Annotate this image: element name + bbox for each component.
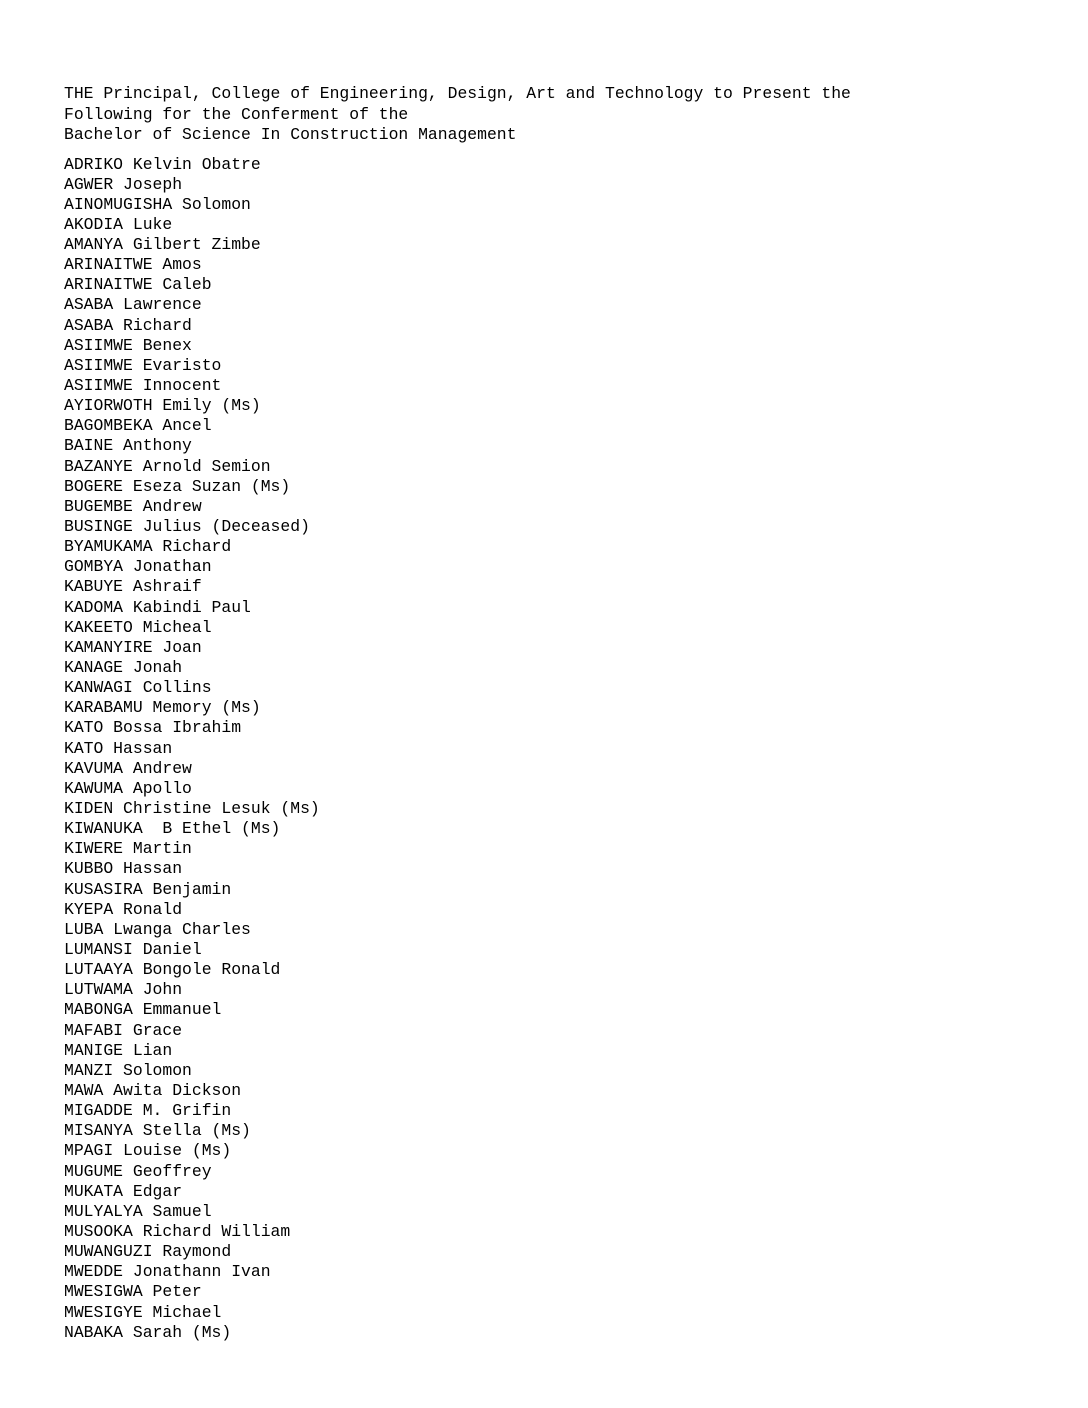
graduate-name: KANAGE Jonah	[64, 658, 183, 678]
graduate-name: MANZI Solomon	[64, 1060, 192, 1080]
graduate-name: KARABAMU Memory (Ms)	[64, 698, 261, 718]
graduate-name: AINOMUGISHA Solomon	[64, 194, 251, 214]
graduate-name: BAGOMBEKA Ancel	[64, 416, 212, 436]
graduate-name: MISANYA Stella (Ms)	[64, 1121, 251, 1141]
graduate-name: BUSINGE Julius (Deceased)	[64, 517, 310, 537]
header-line-3: Bachelor of Science In Construction Management	[64, 125, 517, 144]
graduate-name: MAFABI Grace	[64, 1020, 183, 1040]
graduate-name: MWESIGWA Peter	[64, 1282, 202, 1302]
graduate-name: KIWANUKA B Ethel (Ms)	[64, 819, 281, 839]
graduate-name: MWEDDE Jonathann Ivan	[64, 1262, 271, 1282]
graduate-name: ADRIKO Kelvin Obatre	[64, 154, 261, 174]
graduate-name: AGWER Joseph	[64, 174, 183, 194]
graduate-name: KUSASIRA Benjamin	[64, 879, 232, 899]
graduate-name: MULYALYA Samuel	[64, 1201, 212, 1221]
graduate-name: MUSOOKA Richard William	[64, 1221, 291, 1241]
graduate-name: KYEPA Ronald	[64, 899, 183, 919]
graduate-name: KAMANYIRE Joan	[64, 637, 202, 657]
graduate-name: MANIGE Lian	[64, 1040, 173, 1060]
document-page	[64, 84, 1064, 1343]
graduate-name: KIDEN Christine Lesuk (Ms)	[64, 799, 320, 818]
graduate-name: KUBBO Hassan	[64, 859, 183, 879]
graduate-name: MPAGI Louise (Ms)	[64, 1141, 232, 1161]
graduate-name: KAVUMA Andrew	[64, 758, 192, 778]
graduate-name: KADOMA Kabindi Paul	[64, 597, 251, 617]
graduate-name: ASABA Richard	[64, 315, 192, 335]
conferment-header	[64, 84, 1064, 146]
graduate-name: AMANYA Gilbert Zimbe	[64, 235, 261, 255]
graduate-name: KAWUMA Apollo	[64, 778, 192, 798]
graduate-name: AKODIA Luke	[64, 214, 173, 234]
graduate-name: LUTAAYA Bongole Ronald	[64, 960, 281, 980]
graduate-name: KATO Bossa Ibrahim	[64, 718, 242, 738]
graduate-name-list	[64, 155, 1064, 1343]
graduate-name: LUMANSI Daniel	[64, 939, 202, 959]
graduate-name: KABUYE Ashraif	[64, 577, 202, 597]
graduate-name: LUBA Lwanga Charles	[64, 919, 251, 939]
graduate-name: ARINAITWE Amos	[64, 255, 202, 275]
graduate-name: BAZANYE Arnold Semion	[64, 456, 271, 476]
graduate-name: MABONGA Emmanuel	[64, 1000, 222, 1020]
graduate-name: ASIIMWE Evaristo	[64, 355, 222, 375]
graduate-name: BYAMUKAMA Richard	[64, 537, 232, 557]
graduate-name: MUKATA Edgar	[64, 1181, 183, 1201]
graduate-name: KATO Hassan	[64, 738, 173, 758]
graduate-name: ASIIMWE Innocent	[64, 376, 222, 396]
graduate-name: GOMBYA Jonathan	[64, 557, 212, 577]
graduate-name: ASABA Lawrence	[64, 295, 202, 315]
graduate-name: LUTWAMA John	[64, 980, 183, 1000]
graduate-name: KANWAGI Collins	[64, 678, 212, 698]
graduate-name: BOGERE Eseza Suzan (Ms)	[64, 476, 291, 496]
graduate-name: ARINAITWE Caleb	[64, 275, 212, 295]
header-line-2: Following for the Conferment of the	[64, 104, 409, 124]
graduate-name: MAWA Awita Dickson	[64, 1080, 242, 1100]
graduate-name: AYIORWOTH Emily (Ms)	[64, 396, 261, 416]
graduate-name: KIWERE Martin	[64, 839, 192, 859]
graduate-name: NABAKA Sarah (Ms)	[64, 1322, 232, 1342]
graduate-name: MIGADDE M. Grifin	[64, 1101, 232, 1121]
header-line-1: THE Principal, College of Engineering, Design, Art and Technology to Present the	[64, 84, 851, 103]
graduate-name: KAKEETO Micheal	[64, 617, 212, 637]
graduate-name: MUGUME Geoffrey	[64, 1161, 212, 1181]
graduate-name: BUGEMBE Andrew	[64, 496, 202, 516]
graduate-name: MWESIGYE Michael	[64, 1302, 222, 1322]
graduate-name: BAINE Anthony	[64, 436, 192, 456]
graduate-name: MUWANGUZI Raymond	[64, 1242, 232, 1262]
graduate-name: ASIIMWE Benex	[64, 335, 192, 355]
